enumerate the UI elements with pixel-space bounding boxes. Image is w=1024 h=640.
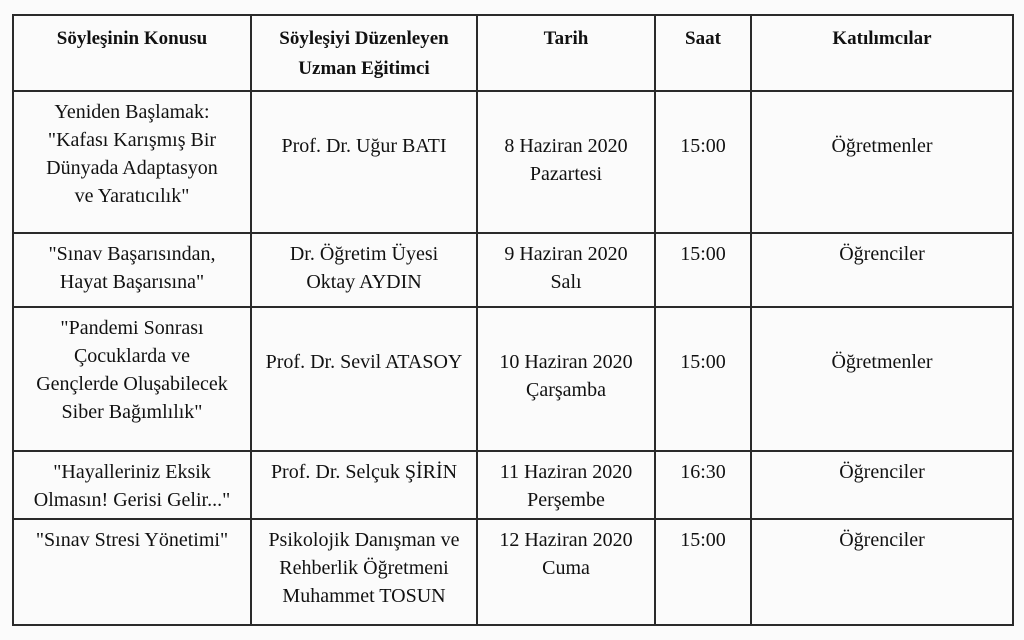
topic-line: "Hayalleriniz Eksik xyxy=(53,461,211,483)
speaker-line: Oktay AYDIN xyxy=(306,271,422,293)
topic-cell xyxy=(13,451,251,519)
header-speaker-label-line2: Uzman Eğitimci xyxy=(298,58,430,79)
audience-cell xyxy=(751,451,1013,519)
speaker-cell xyxy=(251,451,477,519)
date-line: 11 Haziran 2020 xyxy=(499,461,633,483)
date-line: 12 Haziran 2020 xyxy=(499,529,633,551)
date-line: 9 Haziran 2020 xyxy=(504,243,628,265)
weekday-line: Cuma xyxy=(542,557,590,579)
speaker-line: Dr. Öğretim Üyesi xyxy=(289,243,439,265)
speaker-line: Prof. Dr. Selçuk ŞİRİN xyxy=(270,461,458,483)
speaker-line: Psikolojik Danışman ve xyxy=(268,529,460,551)
time-value: 15:00 xyxy=(680,135,726,157)
topic-line: ve Yaratıcılık" xyxy=(74,185,190,207)
date-cell xyxy=(477,307,655,451)
topic-cell xyxy=(13,91,251,233)
audience-cell xyxy=(751,307,1013,451)
table-row xyxy=(13,307,1013,451)
topic-line: Siber Bağımlılık" xyxy=(61,401,203,423)
header-date-label: Tarih xyxy=(543,28,589,49)
topic-line: Dünyada Adaptasyon xyxy=(46,157,218,179)
header-audience xyxy=(751,15,1013,91)
time-value: 16:30 xyxy=(680,461,726,483)
date-line: 8 Haziran 2020 xyxy=(504,135,628,157)
weekday-line: Perşembe xyxy=(527,489,605,511)
audience-value: Öğrenciler xyxy=(839,529,925,551)
date-line: 10 Haziran 2020 xyxy=(499,351,633,373)
topic-cell xyxy=(13,307,251,451)
header-time xyxy=(655,15,751,91)
header-speaker xyxy=(251,15,477,91)
topic-line: "Sınav Stresi Yönetimi" xyxy=(35,529,229,551)
table-row xyxy=(13,233,1013,307)
schedule-table xyxy=(12,14,1014,626)
topic-cell xyxy=(13,519,251,625)
header-time-label: Saat xyxy=(685,28,721,49)
weekday-line: Salı xyxy=(550,271,582,293)
topic-line: Çocuklarda ve xyxy=(73,345,191,367)
topic-line: Hayat Başarısına" xyxy=(59,271,205,293)
audience-cell xyxy=(751,233,1013,307)
audience-value: Öğrenciler xyxy=(839,243,925,265)
speaker-line: Rehberlik Öğretmeni xyxy=(279,557,449,579)
topic-cell xyxy=(13,233,251,307)
speaker-line: Prof. Dr. Sevil ATASOY xyxy=(265,351,463,373)
topic-line: Yeniden Başlamak: xyxy=(54,101,210,123)
topic-line: Olmasın! Gerisi Gelir..." xyxy=(33,489,231,511)
audience-value: Öğrenciler xyxy=(839,461,925,483)
date-cell xyxy=(477,91,655,233)
topic-line: "Pandemi Sonrası xyxy=(60,317,204,339)
speaker-cell xyxy=(251,233,477,307)
time-cell xyxy=(655,451,751,519)
date-cell xyxy=(477,519,655,625)
table-row xyxy=(13,519,1013,625)
audience-cell xyxy=(751,519,1013,625)
audience-cell xyxy=(751,91,1013,233)
speaker-line: Muhammet TOSUN xyxy=(282,585,446,607)
header-audience-label: Katılımcılar xyxy=(832,28,932,49)
time-cell xyxy=(655,519,751,625)
speaker-cell xyxy=(251,519,477,625)
time-value: 15:00 xyxy=(680,351,726,373)
speaker-cell xyxy=(251,91,477,233)
date-cell xyxy=(477,451,655,519)
topic-line: "Kafası Karışmış Bir xyxy=(47,129,217,151)
topic-line: Gençlerde Oluşabilecek xyxy=(36,373,228,395)
speaker-line: Prof. Dr. Uğur BATI xyxy=(281,135,447,157)
weekday-line: Pazartesi xyxy=(529,163,603,185)
time-cell xyxy=(655,91,751,233)
header-speaker-label-line1: Söyleşiyi Düzenleyen xyxy=(279,28,449,49)
header-row xyxy=(13,15,1013,91)
time-value: 15:00 xyxy=(680,529,726,551)
header-topic xyxy=(13,15,251,91)
topic-line: "Sınav Başarısından, xyxy=(48,243,216,265)
weekday-line: Çarşamba xyxy=(526,379,606,401)
speaker-cell xyxy=(251,307,477,451)
date-cell xyxy=(477,233,655,307)
time-value: 15:00 xyxy=(680,243,726,265)
table-row xyxy=(13,451,1013,519)
table-row xyxy=(13,91,1013,233)
audience-value: Öğretmenler xyxy=(831,351,933,373)
header-topic-label: Söyleşinin Konusu xyxy=(56,28,208,49)
audience-value: Öğretmenler xyxy=(831,135,933,157)
time-cell xyxy=(655,307,751,451)
time-cell xyxy=(655,233,751,307)
header-date xyxy=(477,15,655,91)
